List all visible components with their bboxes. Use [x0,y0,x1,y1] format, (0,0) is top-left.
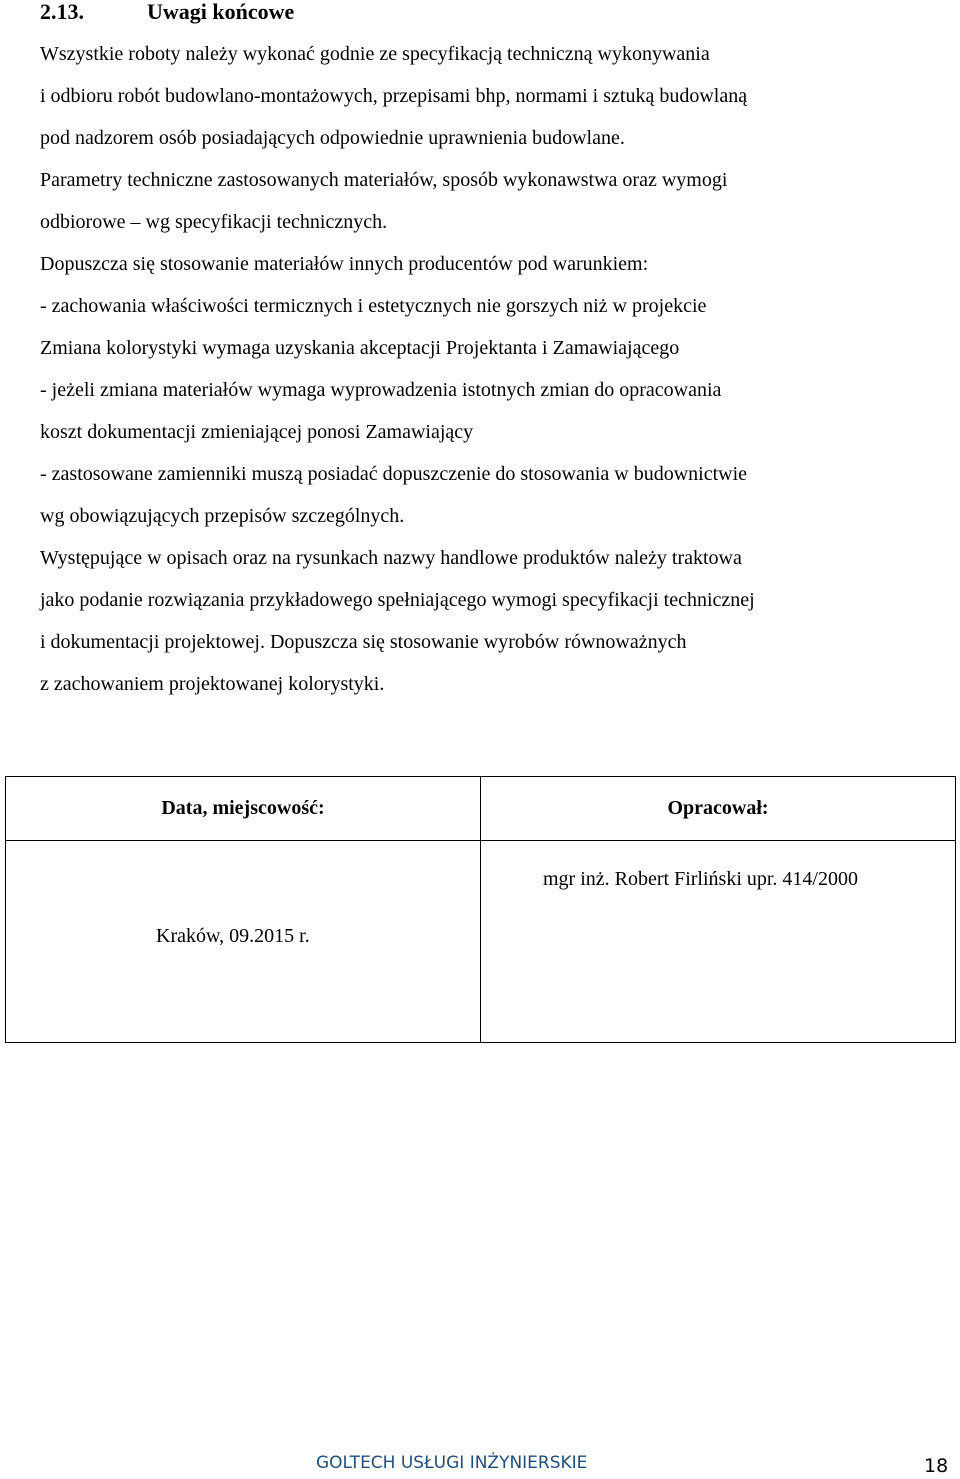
body-line: koszt dokumentacji zmieniającej ponosi Zamawiający [40,421,474,443]
prepared-by-header: Opracował: [481,777,956,841]
prepared-by-cell [481,841,956,1043]
page-number: 18 [924,1455,949,1477]
section-heading [40,0,294,26]
body-line: Występujące w opisach oraz na rysunkach nazwy handlowe produktów należy traktowa [40,547,742,569]
date-place-cell [6,841,481,1043]
footer-company-name: GOLTECH USŁUGI INŻYNIERSKIE [316,1453,588,1473]
body-line: Zmiana kolorystyki wymaga uzyskania akceptacji Projektanta i Zamawiającego [40,337,680,359]
signature-table-body-row [6,841,956,1043]
prepared-by-value: mgr inż. Robert Firliński upr. 414/2000 [543,868,858,890]
body-line: z zachowaniem projektowanej kolorystyki. [40,673,385,695]
date-place-value: Kraków, 09.2015 r. [156,925,310,947]
body-line: Parametry techniczne zastosowanych materiałów, sposób wykonawstwa oraz wymogi [40,169,728,191]
body-line: odbiorowe – wg specyfikacji technicznych. [40,211,388,233]
body-line: pod nadzorem osób posiadających odpowiednie uprawnienia budowlane. [40,127,625,149]
body-line: - jeżeli zmiana materiałów wymaga wyprowadzenia istotnych zmian do opracowania [40,379,722,401]
body-line: i odbioru robót budowlano-montażowych, przepisami bhp, normami i sztuką budowlaną [40,85,748,107]
section-number: 2.13. [40,0,84,24]
body-line: jako podanie rozwiązania przykładowego spełniającego wymogi specyfikacji technicznej [40,589,755,611]
body-line: wg obowiązujących przepisów szczególnych. [40,505,405,527]
signature-table-header-row [6,777,956,841]
body-line: Wszystkie roboty należy wykonać godnie ze specyfikacją techniczną wykonywania [40,43,710,65]
body-line: i dokumentacji projektowej. Dopuszcza się stosowanie wyrobów równoważnych [40,631,687,653]
section-title: Uwagi końcowe [147,0,295,24]
signature-table [5,776,956,1043]
body-line: - zachowania właściwości termicznych i estetycznych nie gorszych niż w projekcie [40,295,707,317]
body-text [40,33,940,705]
body-line: Dopuszcza się stosowanie materiałów innych producentów pod warunkiem: [40,253,649,275]
body-line: - zastosowane zamienniki muszą posiadać dopuszczenie do stosowania w budownictwie [40,463,748,485]
date-place-header: Data, miejscowość: [6,777,481,841]
